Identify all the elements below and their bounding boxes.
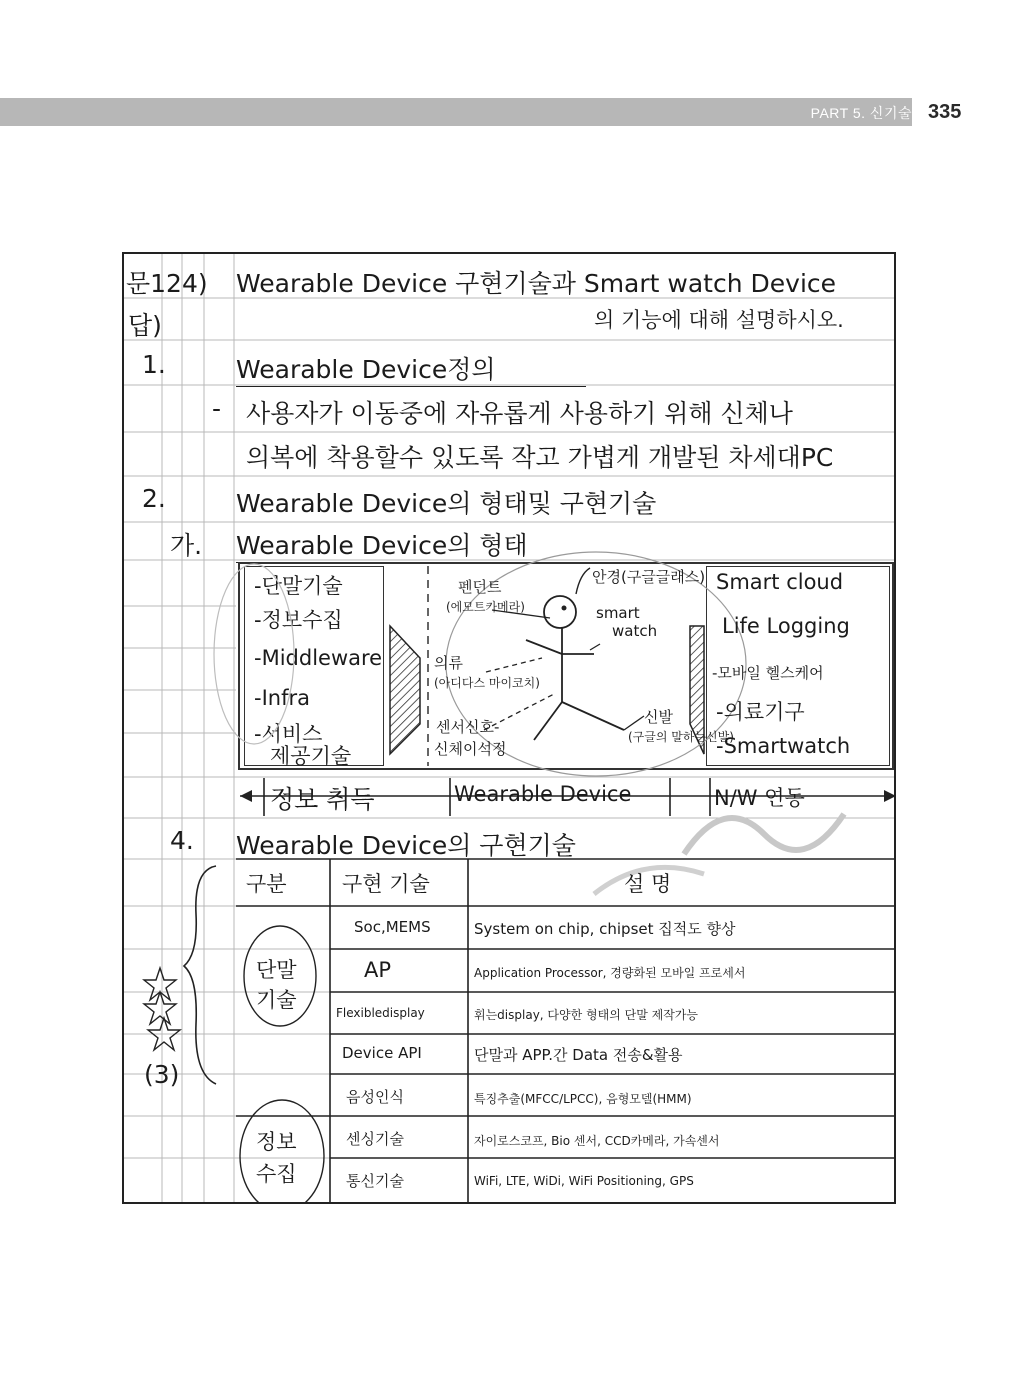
row5-desc: 특징추출(MFCC/LPCC), 음형모델(HMM) (474, 1092, 692, 1106)
label-glasses: 안경(구글글래스) (592, 568, 706, 586)
row1-desc: System on chip, chipset 집적도 향상 (474, 920, 736, 938)
question-number: 문124) (126, 269, 208, 298)
left-item-1: -단말기술 (254, 574, 343, 598)
row7-desc: WiFi, LTE, WiDi, WiFi Positioning, GPS (474, 1174, 694, 1188)
page-number: 335 (928, 101, 962, 123)
right-item-1: Smart cloud (716, 570, 844, 594)
label-clothing-sub: (아디다스 마이코치) (434, 676, 540, 690)
group-collection-line1: 정보 (256, 1130, 297, 1154)
row7-tech: 통신기술 (346, 1172, 404, 1190)
row6-tech: 센싱기술 (346, 1130, 404, 1148)
answer-sheet (122, 252, 896, 1204)
margin-note: (3) (144, 1060, 180, 1089)
section2-title: Wearable Device의 형태및 구현기술 (236, 489, 657, 518)
label-shoes-sub: (구글의 말하는신발) (628, 730, 734, 744)
group-terminal-line1: 단말 (256, 958, 297, 982)
section1-title: Wearable Device정의 (236, 350, 586, 387)
section4-number: 4. (170, 826, 194, 855)
section4-title: Wearable Device의 구현기술 (236, 831, 576, 860)
section2-sub-number: 가. (170, 531, 203, 560)
row5-tech: 음성인식 (346, 1088, 404, 1106)
row2-desc: Application Processor, 경량화된 모바일 프로세서 (474, 966, 746, 980)
row2-tech: AP (364, 958, 392, 982)
flow-network: N/W 연동 (714, 786, 805, 810)
header-band (0, 98, 912, 126)
left-item-6: 제공기술 (270, 744, 352, 768)
section2-sub-title: Wearable Device의 형태 (236, 526, 528, 563)
right-item-2: Life Logging (722, 614, 850, 638)
label-smart-watch-1: smart (596, 604, 640, 622)
group-collection-line2: 수집 (256, 1162, 297, 1186)
flow-wearable-device: Wearable Device (454, 782, 632, 806)
left-item-2: -정보수집 (254, 608, 343, 632)
section1-number: 1. (142, 350, 166, 379)
table-header-tech: 구현 기술 (342, 872, 430, 896)
row1-tech: Soc,MEMS (354, 918, 431, 936)
label-smart-watch-2: watch (612, 622, 658, 640)
table-header-category: 구분 (246, 872, 287, 896)
row3-tech: Flexibledisplay (336, 1006, 425, 1020)
section1-line1: 사용자가 이동중에 자유롭게 사용하기 위해 신체나 (246, 399, 793, 428)
label-pendant: 펜던트 (458, 578, 502, 596)
label-shoes: 신발 (644, 708, 673, 726)
question-text-line1: Wearable Device 구현기술과 Smart watch Device (236, 269, 837, 298)
answer-label: 답) (128, 311, 162, 340)
row4-desc: 단말과 APP.간 Data 전송&활용 (474, 1046, 683, 1064)
left-item-3: -Middleware (254, 646, 383, 670)
section1-bullet: - (212, 394, 222, 423)
row4-tech: Device API (342, 1044, 422, 1062)
right-item-5: -Smartwatch (716, 734, 851, 758)
question-text-line2: 의 기능에 대해 설명하시오. (594, 308, 844, 332)
left-item-5: -서비스 (254, 722, 323, 746)
section2-number: 2. (142, 484, 166, 513)
label-clothing: 의류 (434, 654, 463, 672)
label-sensor-sub: 신체이석정 (434, 740, 507, 758)
header-part-label: PART 5. 신기술 (810, 105, 912, 121)
flow-info-acquisition: 정보 취득 (270, 785, 375, 814)
label-sensor: 센서신호- (436, 718, 500, 736)
right-item-4: -의료기구 (716, 700, 805, 724)
table-header-description: 설 명 (624, 872, 672, 896)
label-pendant-sub: (에모트카메라) (446, 600, 525, 614)
group-terminal-line2: 기술 (256, 988, 297, 1012)
row6-desc: 자이로스코프, Bio 센서, CCD카메라, 가속센서 (474, 1134, 720, 1148)
row3-desc: 휘는display, 다양한 형태의 단말 제작가능 (474, 1008, 698, 1022)
section1-line2: 의복에 착용할수 있도록 작고 가볍게 개발된 차세대PC (246, 443, 834, 472)
left-item-4: -Infra (254, 686, 310, 710)
right-item-3: -모바일 헬스케어 (712, 664, 824, 682)
